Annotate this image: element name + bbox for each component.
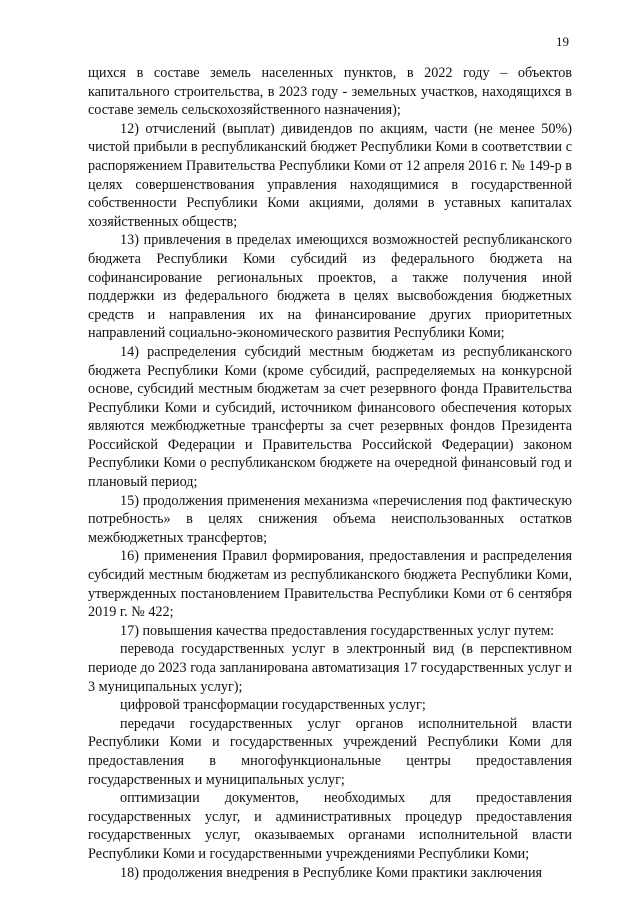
paragraph-item-18: 18) продолжения внедрения в Республике Коми практики заключения — [120, 864, 543, 881]
paragraph-item-14: 14) распределения субсидий местным бюджетам из республиканского бюджета Республики Коми (кроме субсидий, распределяемых на конкурсной основе, субсидий местным бюджетам за счет резервного фонда Правительства Республики Коми и субсидий, источником финансового обеспечения которых являются межбюджетные трансферты за счет резервных фондов Президента Российской Федерации и Правительства Российской Федерации) законом Республики Коми о республиканском бюджете на очередной финансовый год и плановый период; — [88, 343, 572, 491]
paragraph-item-13: 13) привлечения в пределах имеющихся возможностей республиканского бюджета Республики Коми субсидий из федерального бюджета на софинансирование региональных проектов, а также получения иной поддержки из федерального бюджета в целях высвобождения бюджетных средств и направления их на финансирование других приоритетных направлений социально-экономического развития Республики Коми; — [88, 232, 572, 342]
paragraph-item-17: 17) повышения качества предоставления государственных услуг путем: — [120, 622, 555, 639]
paragraph-item-15: 15) продолжения применения механизма «перечисления под фактическую потребность» в целях снижения объема неиспользованных остатков межбюджетных трансфертов; — [88, 492, 572, 546]
paragraph-item-16: 16) применения Правил формирования, предоставления и распределения субсидий местным бюджетам из республиканского бюджета Республики Коми, утвержденных постановлением Правительства Республики Коми от 6 сентября 2019 г. № 422; — [88, 548, 572, 621]
document-body — [88, 64, 572, 882]
page-number: 19 — [556, 34, 569, 49]
paragraph-subitem-transfer: передачи государственных услуг органов исполнительной власти Республики Коми и государственных учреждений Республики Коми для предоставления в многофункциональные центры предоставления государственных и муниципальных услуг; — [88, 715, 572, 788]
paragraph-subitem-digital: цифровой трансформации государственных услуг; — [120, 697, 426, 714]
paragraph-subitem-electronic: перевода государственных услуг в электронный вид (в перспективном периоде до 2023 года запланирована автоматизация 17 государственных услуг и 3 муниципальных услуг); — [88, 641, 572, 695]
paragraph-subitem-optimization: оптимизации документов, необходимых для предоставления государственных услуг, и административных процедур предоставления государственных услуг, оказываемых органами исполнительной власти Республики Коми и государственными учреждениями Республики Коми; — [88, 790, 572, 862]
paragraph-continuation: щихся в составе земель населенных пунктов, в 2022 году – объектов капитального строительства, в 2023 году - земельных участков, находящихся в составе земель сельскохозяйственного назначения); — [88, 65, 572, 119]
paragraph-item-12: 12) отчислений (выплат) дивидендов по акциям, части (не менее 50%) чистой прибыли в республиканский бюджет Республики Коми в соответствии с распоряжением Правительства Республики Коми от 12 апреля 2016 г. № 149-р в целях совершенствования управления находящимися в государственной собственности Республики Коми акциями, долями в уставных капиталах хозяйственных обществ; — [88, 120, 572, 230]
